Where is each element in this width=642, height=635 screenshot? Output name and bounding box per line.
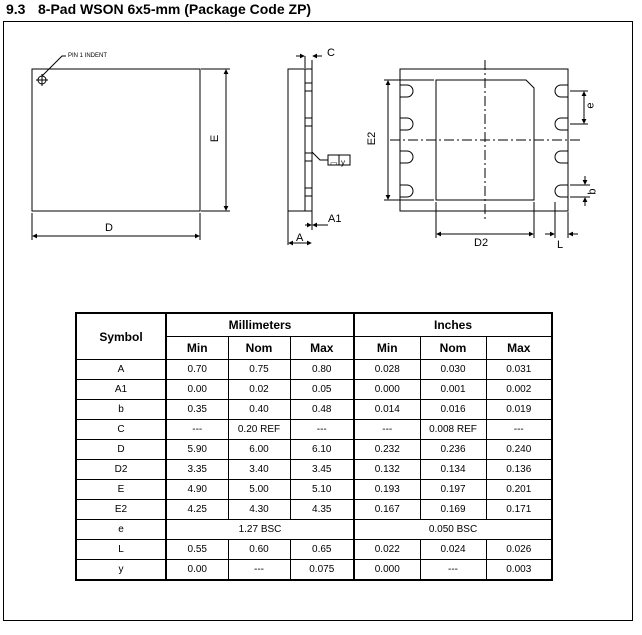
mm-max-cell: 0.65 bbox=[290, 540, 354, 560]
in-max-cell: 0.240 bbox=[486, 440, 552, 460]
top-view-body bbox=[32, 69, 200, 211]
dim-y-label: y bbox=[341, 158, 345, 167]
in-nom-cell: 0.236 bbox=[420, 440, 486, 460]
in-nom-cell: 0.001 bbox=[420, 380, 486, 400]
mm-max-cell: 0.05 bbox=[290, 380, 354, 400]
dim-e2-label: E2 bbox=[366, 131, 379, 146]
mm-min-cell: 4.25 bbox=[166, 500, 228, 520]
in-max-cell: 0.002 bbox=[486, 380, 552, 400]
mm-min-cell: 0.00 bbox=[166, 560, 228, 581]
in-nom-cell: 0.016 bbox=[420, 400, 486, 420]
in-min-cell: 0.028 bbox=[354, 360, 420, 380]
mm-nom-cell: 0.20 REF bbox=[228, 420, 290, 440]
symbol-cell: D bbox=[76, 440, 166, 460]
in-min-cell: 0.000 bbox=[354, 380, 420, 400]
in-min-cell: 0.132 bbox=[354, 460, 420, 480]
table-row bbox=[76, 540, 552, 560]
mm-max-cell: --- bbox=[290, 420, 354, 440]
mm-max-cell: 3.45 bbox=[290, 460, 354, 480]
mm-min-cell: 0.00 bbox=[166, 380, 228, 400]
symbol-cell: L bbox=[76, 540, 166, 560]
symbol-cell: E2 bbox=[76, 500, 166, 520]
mm-nom-cell: 4.30 bbox=[228, 500, 290, 520]
in-min-cell: 0.193 bbox=[354, 480, 420, 500]
package-drawing bbox=[0, 0, 642, 310]
dim-e-pitch-label: e bbox=[584, 102, 597, 109]
table-row bbox=[76, 400, 552, 420]
in-nom-cell: 0.008 REF bbox=[420, 420, 486, 440]
mm-min-cell: 0.70 bbox=[166, 360, 228, 380]
pin1-indent-label: PIN 1 INDENT bbox=[68, 53, 108, 59]
in-nom-cell: 0.197 bbox=[420, 480, 486, 500]
in-max-header: Max bbox=[486, 337, 552, 360]
table-row bbox=[76, 380, 552, 400]
mm-max-cell: 0.80 bbox=[290, 360, 354, 380]
symbol-cell: C bbox=[76, 420, 166, 440]
table-row bbox=[76, 360, 552, 380]
mm-min-cell: 0.35 bbox=[166, 400, 228, 420]
in-min-cell: 0.167 bbox=[354, 500, 420, 520]
dim-d-label: D bbox=[105, 222, 113, 234]
mm-max-cell: 4.35 bbox=[290, 500, 354, 520]
side-view-body bbox=[288, 69, 305, 211]
dim-a-label: A bbox=[296, 232, 304, 244]
mm-max-cell: 5.10 bbox=[290, 480, 354, 500]
dim-d2-label: D2 bbox=[474, 237, 489, 249]
symbol-cell: e bbox=[76, 520, 166, 540]
mm-min-cell: 5.90 bbox=[166, 440, 228, 460]
dim-l-label: L bbox=[557, 239, 564, 251]
symbol-cell: D2 bbox=[76, 460, 166, 480]
in-nom-cell: 0.169 bbox=[420, 500, 486, 520]
in-nom-cell: 0.030 bbox=[420, 360, 486, 380]
mm-nom-cell: --- bbox=[228, 560, 290, 581]
section-number: 9.3 bbox=[6, 1, 26, 17]
mm-max-cell: 0.48 bbox=[290, 400, 354, 420]
symbol-cell: E bbox=[76, 480, 166, 500]
symbol-header: Symbol bbox=[76, 313, 166, 360]
mm-max-cell: 6.10 bbox=[290, 440, 354, 460]
table-row bbox=[76, 480, 552, 500]
in-min-header: Min bbox=[354, 337, 420, 360]
in-nom-cell: --- bbox=[420, 560, 486, 581]
mm-max-cell: 0.075 bbox=[290, 560, 354, 581]
in-nom-cell: 0.134 bbox=[420, 460, 486, 480]
table-header-row bbox=[76, 313, 552, 337]
in-max-cell: 0.171 bbox=[486, 500, 552, 520]
symbol-cell: b bbox=[76, 400, 166, 420]
symbol-cell: y bbox=[76, 560, 166, 581]
mm-nom-cell: 0.40 bbox=[228, 400, 290, 420]
in-nom-cell: 0.024 bbox=[420, 540, 486, 560]
mm-nom-cell: 6.00 bbox=[228, 440, 290, 460]
mm-max-header: Max bbox=[290, 337, 354, 360]
symbol-cell: A1 bbox=[76, 380, 166, 400]
in-min-cell: 0.232 bbox=[354, 440, 420, 460]
in-min-cell: 0.000 bbox=[354, 560, 420, 581]
mm-nom-cell: 0.60 bbox=[228, 540, 290, 560]
flatness-leader bbox=[312, 152, 328, 160]
in-max-cell: 0.201 bbox=[486, 480, 552, 500]
table-row bbox=[76, 420, 552, 440]
in-span-cell: 0.050 BSC bbox=[354, 520, 552, 540]
table-row bbox=[76, 500, 552, 520]
dim-c-label: C bbox=[327, 47, 335, 59]
mm-min-cell: 0.55 bbox=[166, 540, 228, 560]
in-max-cell: 0.003 bbox=[486, 560, 552, 581]
in-max-cell: 0.031 bbox=[486, 360, 552, 380]
dim-a1-label: A1 bbox=[328, 213, 342, 225]
mm-min-cell: 3.35 bbox=[166, 460, 228, 480]
flatness-symbol-label: ▭ bbox=[330, 159, 338, 168]
table-row bbox=[76, 520, 552, 540]
in-min-cell: 0.014 bbox=[354, 400, 420, 420]
dimensions-table bbox=[75, 312, 553, 581]
in-min-cell: --- bbox=[354, 420, 420, 440]
in-max-cell: 0.026 bbox=[486, 540, 552, 560]
pin1-leader bbox=[42, 56, 66, 76]
dim-e-label: E bbox=[209, 134, 222, 143]
inches-header: Inches bbox=[354, 313, 552, 337]
mm-nom-cell: 3.40 bbox=[228, 460, 290, 480]
in-max-cell: 0.136 bbox=[486, 460, 552, 480]
in-min-cell: 0.022 bbox=[354, 540, 420, 560]
millimeters-header: Millimeters bbox=[166, 313, 354, 337]
symbol-cell: A bbox=[76, 360, 166, 380]
dim-b-label: b bbox=[586, 188, 599, 195]
table-row bbox=[76, 460, 552, 480]
mm-min-cell: --- bbox=[166, 420, 228, 440]
mm-min-header: Min bbox=[166, 337, 228, 360]
mm-nom-cell: 0.75 bbox=[228, 360, 290, 380]
in-max-cell: --- bbox=[486, 420, 552, 440]
table-row bbox=[76, 560, 552, 581]
mm-nom-header: Nom bbox=[228, 337, 290, 360]
section-title: 8-Pad WSON 6x5-mm (Package Code ZP) bbox=[38, 1, 312, 17]
mm-nom-cell: 0.02 bbox=[228, 380, 290, 400]
mm-span-cell: 1.27 BSC bbox=[166, 520, 354, 540]
in-max-cell: 0.019 bbox=[486, 400, 552, 420]
mm-min-cell: 4.90 bbox=[166, 480, 228, 500]
table-row bbox=[76, 440, 552, 460]
in-nom-header: Nom bbox=[420, 337, 486, 360]
mm-nom-cell: 5.00 bbox=[228, 480, 290, 500]
